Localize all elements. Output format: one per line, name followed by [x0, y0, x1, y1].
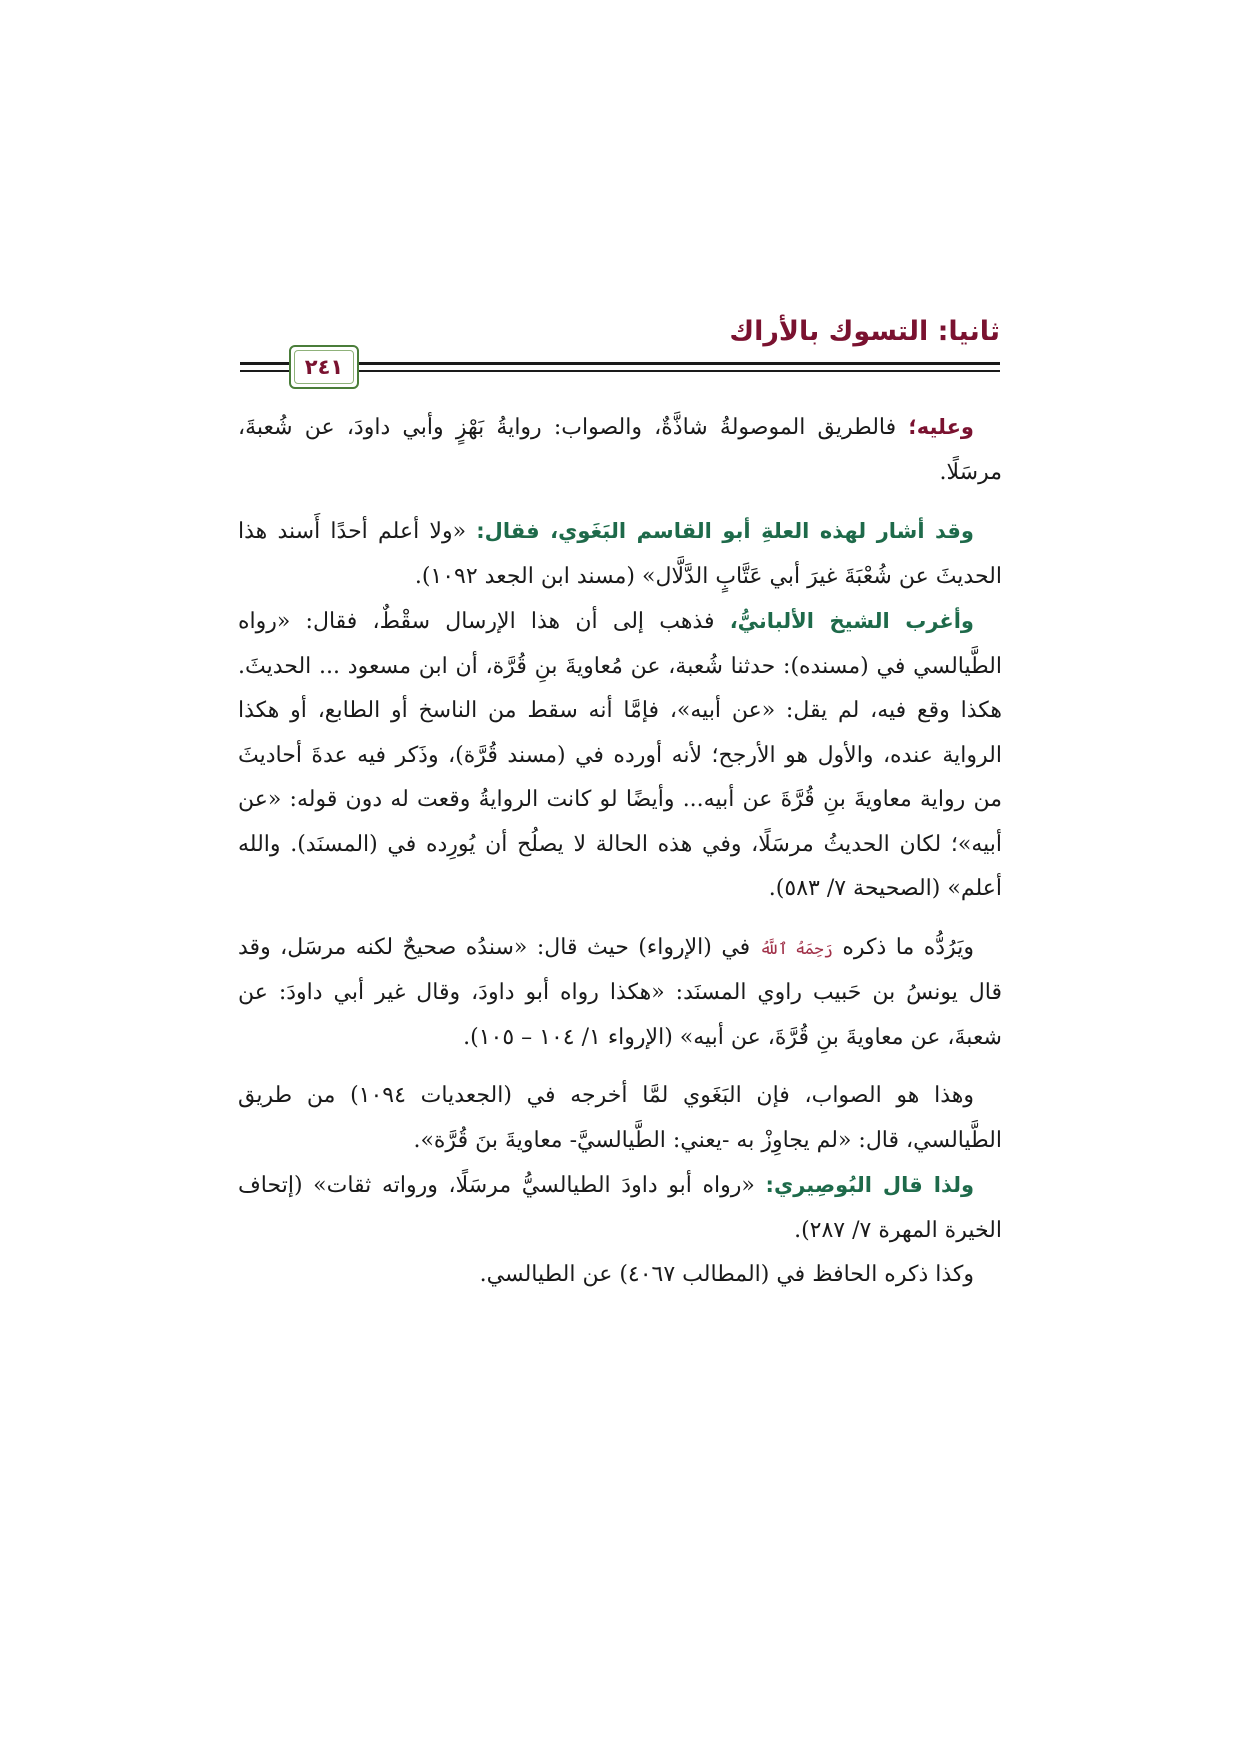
paragraph-3 [238, 599, 1002, 912]
paragraph-2-lead: وقد أشار لهذه العلةِ أبو القاسم البَغَوي، فقال: [476, 519, 974, 543]
paragraph-7 [238, 1253, 1002, 1298]
paragraph-6-lead: ولذا قال البُوصِيري: [765, 1173, 975, 1197]
paragraph-2 [238, 509, 1002, 599]
page-number: ٢٤١ [304, 355, 344, 379]
paragraph-3-text: فذهب إلى أن هذا الإرسال سقْطٌ، فقال: «رواه الطَّيالسي في (مسنده): حدثنا شُعبة، عن مُعاويةَ بنِ قُرَّة، أن ابن مسعود ... الحديثَ. هكذا وقع فيه، لم يقل: «عن أبيه»، فإمَّا أنه سقط من الناسخ أو الطابع، أو هكذا الرواية عنده، والأول هو الأرجح؛ لأنه أورده في (مسند قُرَّة)، وذَكر فيه عدةَ أحاديثَ من رواية معاويةَ بنِ قُرَّةَ عن أبيه... وأيضًا لو كانت الروايةُ وقعت له دون قوله: «عن أبيه»؛ لكان الحديثُ مرسَلًا، وفي هذه الحالة لا يصلُح أن يُورِده في (المسنَد). والله أعلم» (الصحيحة ٧/ ٥٨٣). [238, 609, 1002, 901]
paragraph-6-text: «رواه أبو داودَ الطيالسيُّ مرسَلًا، ورواته ثقات» (إتحاف الخيرة المهرة ٧/ ٢٨٧). [238, 1173, 1002, 1243]
paragraph-2-text: «ولا أعلم أحدًا أَسند هذا الحديثَ عن شُعْبَةَ غيرَ أبي عَتَّابٍ الدَّلَّال» (مسند ابن الجعد ١٠٩٢). [238, 519, 1002, 589]
paragraph-4 [238, 926, 1002, 1061]
page-number-badge [289, 345, 359, 389]
paragraph-3-lead: وأغرب الشيخ الألبانيُّ، [729, 609, 974, 633]
paragraph-1-text: فالطريق الموصولةُ شاذَّةٌ، والصواب: روايةُ بَهْزٍ وأبي داودَ، عن شُعبةَ، مرسَلًا. [238, 415, 1002, 485]
main-text [238, 405, 1002, 1298]
page-header-title: ثانيا: التسوك بالأراك [729, 316, 1000, 347]
paragraph-5-text: وهذا هو الصواب، فإن البَغَوي لمَّا أخرجه في (الجعديات ١٠٩٤) من طريق الطَّيالسي، قال: «لم يجاوِزْ به -يعني: الطَّيالسيَّ- معاويةَ بنَ قُرَّة». [238, 1083, 1002, 1153]
paragraph-7-text: وكذا ذكره الحافظ في (المطالب ٤٠٦٧) عن الطيالسي. [479, 1262, 974, 1287]
paragraph-1 [238, 405, 1002, 495]
honorific-glyph: رَحِمَهُ ٱللَّهُ [759, 938, 833, 958]
paragraph-4-before: ويَرُدُّه ما ذكره [832, 934, 974, 960]
paragraph-6 [238, 1163, 1002, 1253]
paragraph-4-after: في (الإرواء) حيث قال: «سندُه صحيحٌ لكنه مرسَل، وقد قال يونسُ بن حَبيب راوي المسنَد: «هكذا رواه أبو داودَ، وقال غير أبي داودَ: عن شعبةَ، عن معاويةَ بنِ قُرَّةَ، عن أبيه» (الإرواء ١/ ١٠٤ – ١٠٥). [238, 934, 1002, 1050]
paragraph-5 [238, 1074, 1002, 1163]
paragraph-1-lead: وعليه؛ [908, 415, 974, 439]
